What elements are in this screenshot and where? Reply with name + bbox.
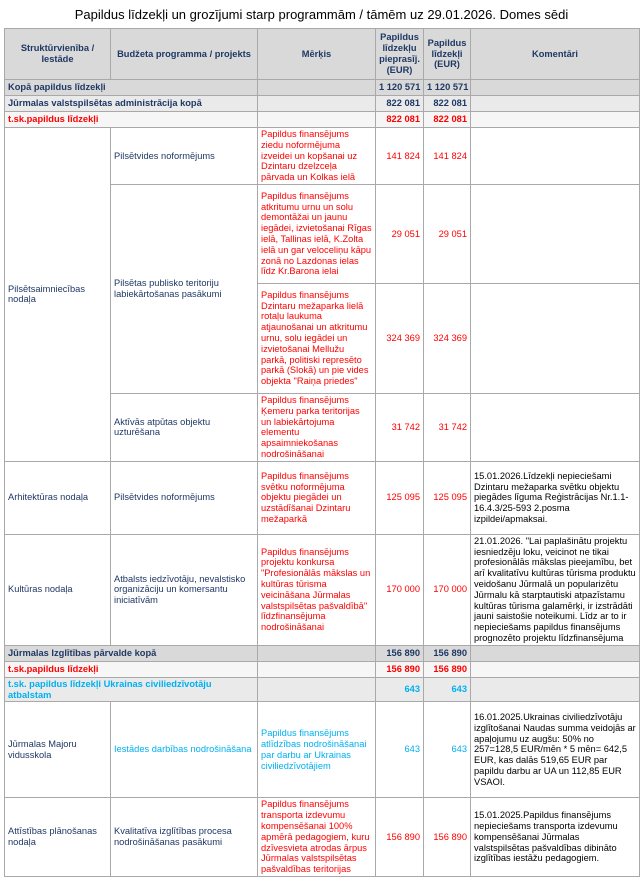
- cell-program: Atbalsts iedzīvotāju, nevalstisko organizāciju un komersantu iniciatīvām: [111, 534, 258, 645]
- col-header-program: Budžeta programma / projekts: [111, 29, 258, 80]
- cell-unit: Arhitektūras nodaļa: [5, 461, 111, 534]
- admin-total-label: Jūrmalas valstspilsētas administrācija kopā: [5, 96, 258, 112]
- education-total-label: Jūrmalas Izglītības pārvalde kopā: [5, 645, 258, 661]
- row-admin-tsk: [5, 112, 640, 128]
- table-row: [5, 128, 640, 185]
- cell-allocated: 31 742: [424, 393, 471, 461]
- table-header-row: [5, 29, 640, 80]
- cell-comment: [471, 393, 640, 461]
- ukraine-tsk-requested: 643: [376, 677, 424, 702]
- admin-tsk-requested: 822 081: [376, 112, 424, 128]
- cell-program: Pilsētas publisko teritoriju labiekārtošanas pasākumi: [111, 184, 258, 393]
- cell-allocated: 170 000: [424, 534, 471, 645]
- cell-purpose: Papildus finansējums svētku noformējuma objektu piegādei un uzstādīšanai Dzintaru mežaparkā: [258, 461, 376, 534]
- cell-program: Pilsētvides noformējums: [111, 128, 258, 185]
- cell-comment: [471, 184, 640, 283]
- cell-requested: 29 051: [376, 184, 424, 283]
- cell-unit: Attīstības plānošanas nodaļa: [5, 798, 111, 877]
- cell-program: Kvalitatīva izglītības procesa nodrošināšanas pasākumi: [111, 798, 258, 877]
- cell-requested: 141 824: [376, 128, 424, 185]
- col-header-purpose: Mērķis: [258, 29, 376, 80]
- ukraine-tsk-label: t.sk. papildus līdzekļi Ukrainas civiliedzīvotāju atbalstam: [5, 677, 258, 702]
- cell-allocated: 324 369: [424, 283, 471, 393]
- education-total-allocated: 156 890: [424, 645, 471, 661]
- cell-allocated: 141 824: [424, 128, 471, 185]
- cell-purpose: Papildus finansējums transporta izdevumu kompensēšanai 100% apmērā pedagogiem, kuru dzīvesvieta atrodas ārpus Jūrmalas valstspilsētas pašvaldības teritorijas: [258, 798, 376, 877]
- cell-purpose: Papildus finansējums atlīdzības nodrošināšanai par darbu ar Ukrainas civiliedzīvotājiem: [258, 702, 376, 798]
- cell-purpose: Papildus finansējums atkritumu urnu un solu demontāžai un jaunu iegādei, izvietošanai Rīgas ielā, Tallinas ielā, K.Zolta ielā un gar veloceliņu kāpu zonā no Lazdonas ielas līdz Kr.Barona ielai: [258, 184, 376, 283]
- admin-total-allocated: 822 081: [424, 96, 471, 112]
- col-header-allocated: Papildus līdzekļi (EUR): [424, 29, 471, 80]
- table-row: [5, 798, 640, 877]
- row-grand-total: [5, 80, 640, 96]
- cell-allocated: 29 051: [424, 184, 471, 283]
- cell-requested: 156 890: [376, 798, 424, 877]
- cell-purpose: Papildus finansējums Ķemeru parka teritorijas un labiekārtojuma elementu apsaimniekošanas nodrošināšanai: [258, 393, 376, 461]
- document-title: Papildus līdzekļi un grozījumi starp programmām / tāmēm uz 29.01.2026. Domes sēdi: [74, 7, 569, 22]
- cell-unit: Jūrmalas Majoru vidusskola: [5, 702, 111, 798]
- cell-comment: 16.01.2025.Ukrainas civiliedzīvotāju izglītošanai Naudas summa veidojās ar apaļojumu uz augšu: 50% no 257=128,5 EUR/mēn * 5 mēn= 642,5 EUR, kas dalās 519,65 EUR par papildu darbu ar UA un 112,85 EUR VSAOI.: [471, 702, 640, 798]
- row-admin-total: [5, 96, 640, 112]
- cell-purpose: Papildus finansējums projektu konkursa "Profesionālās mākslas un kultūras tūrisma veicināšana Jūrmalas valstspilsētas pašvaldībā" līdzfinansējuma nodrošināšanai: [258, 534, 376, 645]
- education-total-requested: 156 890: [376, 645, 424, 661]
- cell-allocated: 643: [424, 702, 471, 798]
- table-row: [5, 534, 640, 645]
- row-education-total: [5, 645, 640, 661]
- cell-unit: Pilsētsaimniecības nodaļa: [5, 128, 111, 462]
- ukraine-tsk-allocated: 643: [424, 677, 471, 702]
- admin-tsk-allocated: 822 081: [424, 112, 471, 128]
- cell-comment: 21.01.2026. "Lai paplašinātu projektu iesniedzēju loku, veicinot ne tikai profesionālās mākslas pieejamību, bet arī kvalitatīvu kultūras tūrisma produktu veidošanu Jūrmalā un popularizētu Jūrmalu kā starptautiski atpazīstamu kultūras tūrisma galamērķi, ir izstrādāti jauni saistošie noteikumi. Līdz ar to ir nepieciešams papildus finansējums prognozēto projektu līdzfinansējuma: [471, 534, 640, 645]
- col-header-unit: Struktūrvienība / Iestāde: [5, 29, 111, 80]
- cell-comment: [471, 283, 640, 393]
- table-row: [5, 461, 640, 534]
- cell-requested: 170 000: [376, 534, 424, 645]
- cell-unit: Kultūras nodaļa: [5, 534, 111, 645]
- cell-purpose: Papildus finansējums Dzintaru mežaparka lielā rotaļu laukuma atjaunošanai un atkritumu urnu, solu iegādei un izvietošanai Mellužu parkā, politiski represēto parkā (Slokā) un pie vides objekta "Raiņa priedes": [258, 283, 376, 393]
- col-header-comments: Komentāri: [471, 29, 640, 80]
- cell-allocated: 125 095: [424, 461, 471, 534]
- admin-total-requested: 822 081: [376, 96, 424, 112]
- education-tsk-allocated: 156 890: [424, 661, 471, 677]
- cell-program: Pilsētvides noformējums: [111, 461, 258, 534]
- cell-comment: 15.01.2026.Līdzekļi nepieciešami Dzintaru mežaparka svētku objektu piegādes līguma Reģistrācijas Nr.1.1-16.4.3/25-593 2.posma izpildei/apmaksai.: [471, 461, 640, 534]
- col-header-requested: Papildus līdzekļu pieprasīj. (EUR): [376, 29, 424, 80]
- cell-comment: 15.01.2025.Papildus finansējums nepieciešams transporta izdevumu kompensēšanai Jūrmalas valstspilsētas pašvaldības dibināto izglītības iestāžu pedagogiem.: [471, 798, 640, 877]
- cell-requested: 125 095: [376, 461, 424, 534]
- cell-comment: [471, 128, 640, 185]
- admin-tsk-label: t.sk.papildus līdzekļi: [5, 112, 258, 128]
- education-tsk-label: t.sk.papildus līdzekļi: [5, 661, 258, 677]
- grand-total-allocated: 1 120 571: [424, 80, 471, 96]
- cell-requested: 324 369: [376, 283, 424, 393]
- cell-program: Aktīvās atpūtas objektu uzturēšana: [111, 393, 258, 461]
- cell-program: Iestādes darbības nodrošināšana: [111, 702, 258, 798]
- row-education-tsk: [5, 661, 640, 677]
- grand-total-requested: 1 120 571: [376, 80, 424, 96]
- budget-table: [4, 28, 640, 877]
- cell-requested: 31 742: [376, 393, 424, 461]
- cell-purpose: Papildus finansējums ziedu noformējuma izveidei un kopšanai uz Dzintaru dzelzceļa pārvada un Kolkas ielā: [258, 128, 376, 185]
- grand-total-label: Kopā papildus līdzekļi: [5, 80, 258, 96]
- row-ukraine-tsk: [5, 677, 640, 702]
- cell-allocated: 156 890: [424, 798, 471, 877]
- education-tsk-requested: 156 890: [376, 661, 424, 677]
- grand-total-empty: [258, 80, 376, 96]
- cell-requested: 643: [376, 702, 424, 798]
- table-row: [5, 702, 640, 798]
